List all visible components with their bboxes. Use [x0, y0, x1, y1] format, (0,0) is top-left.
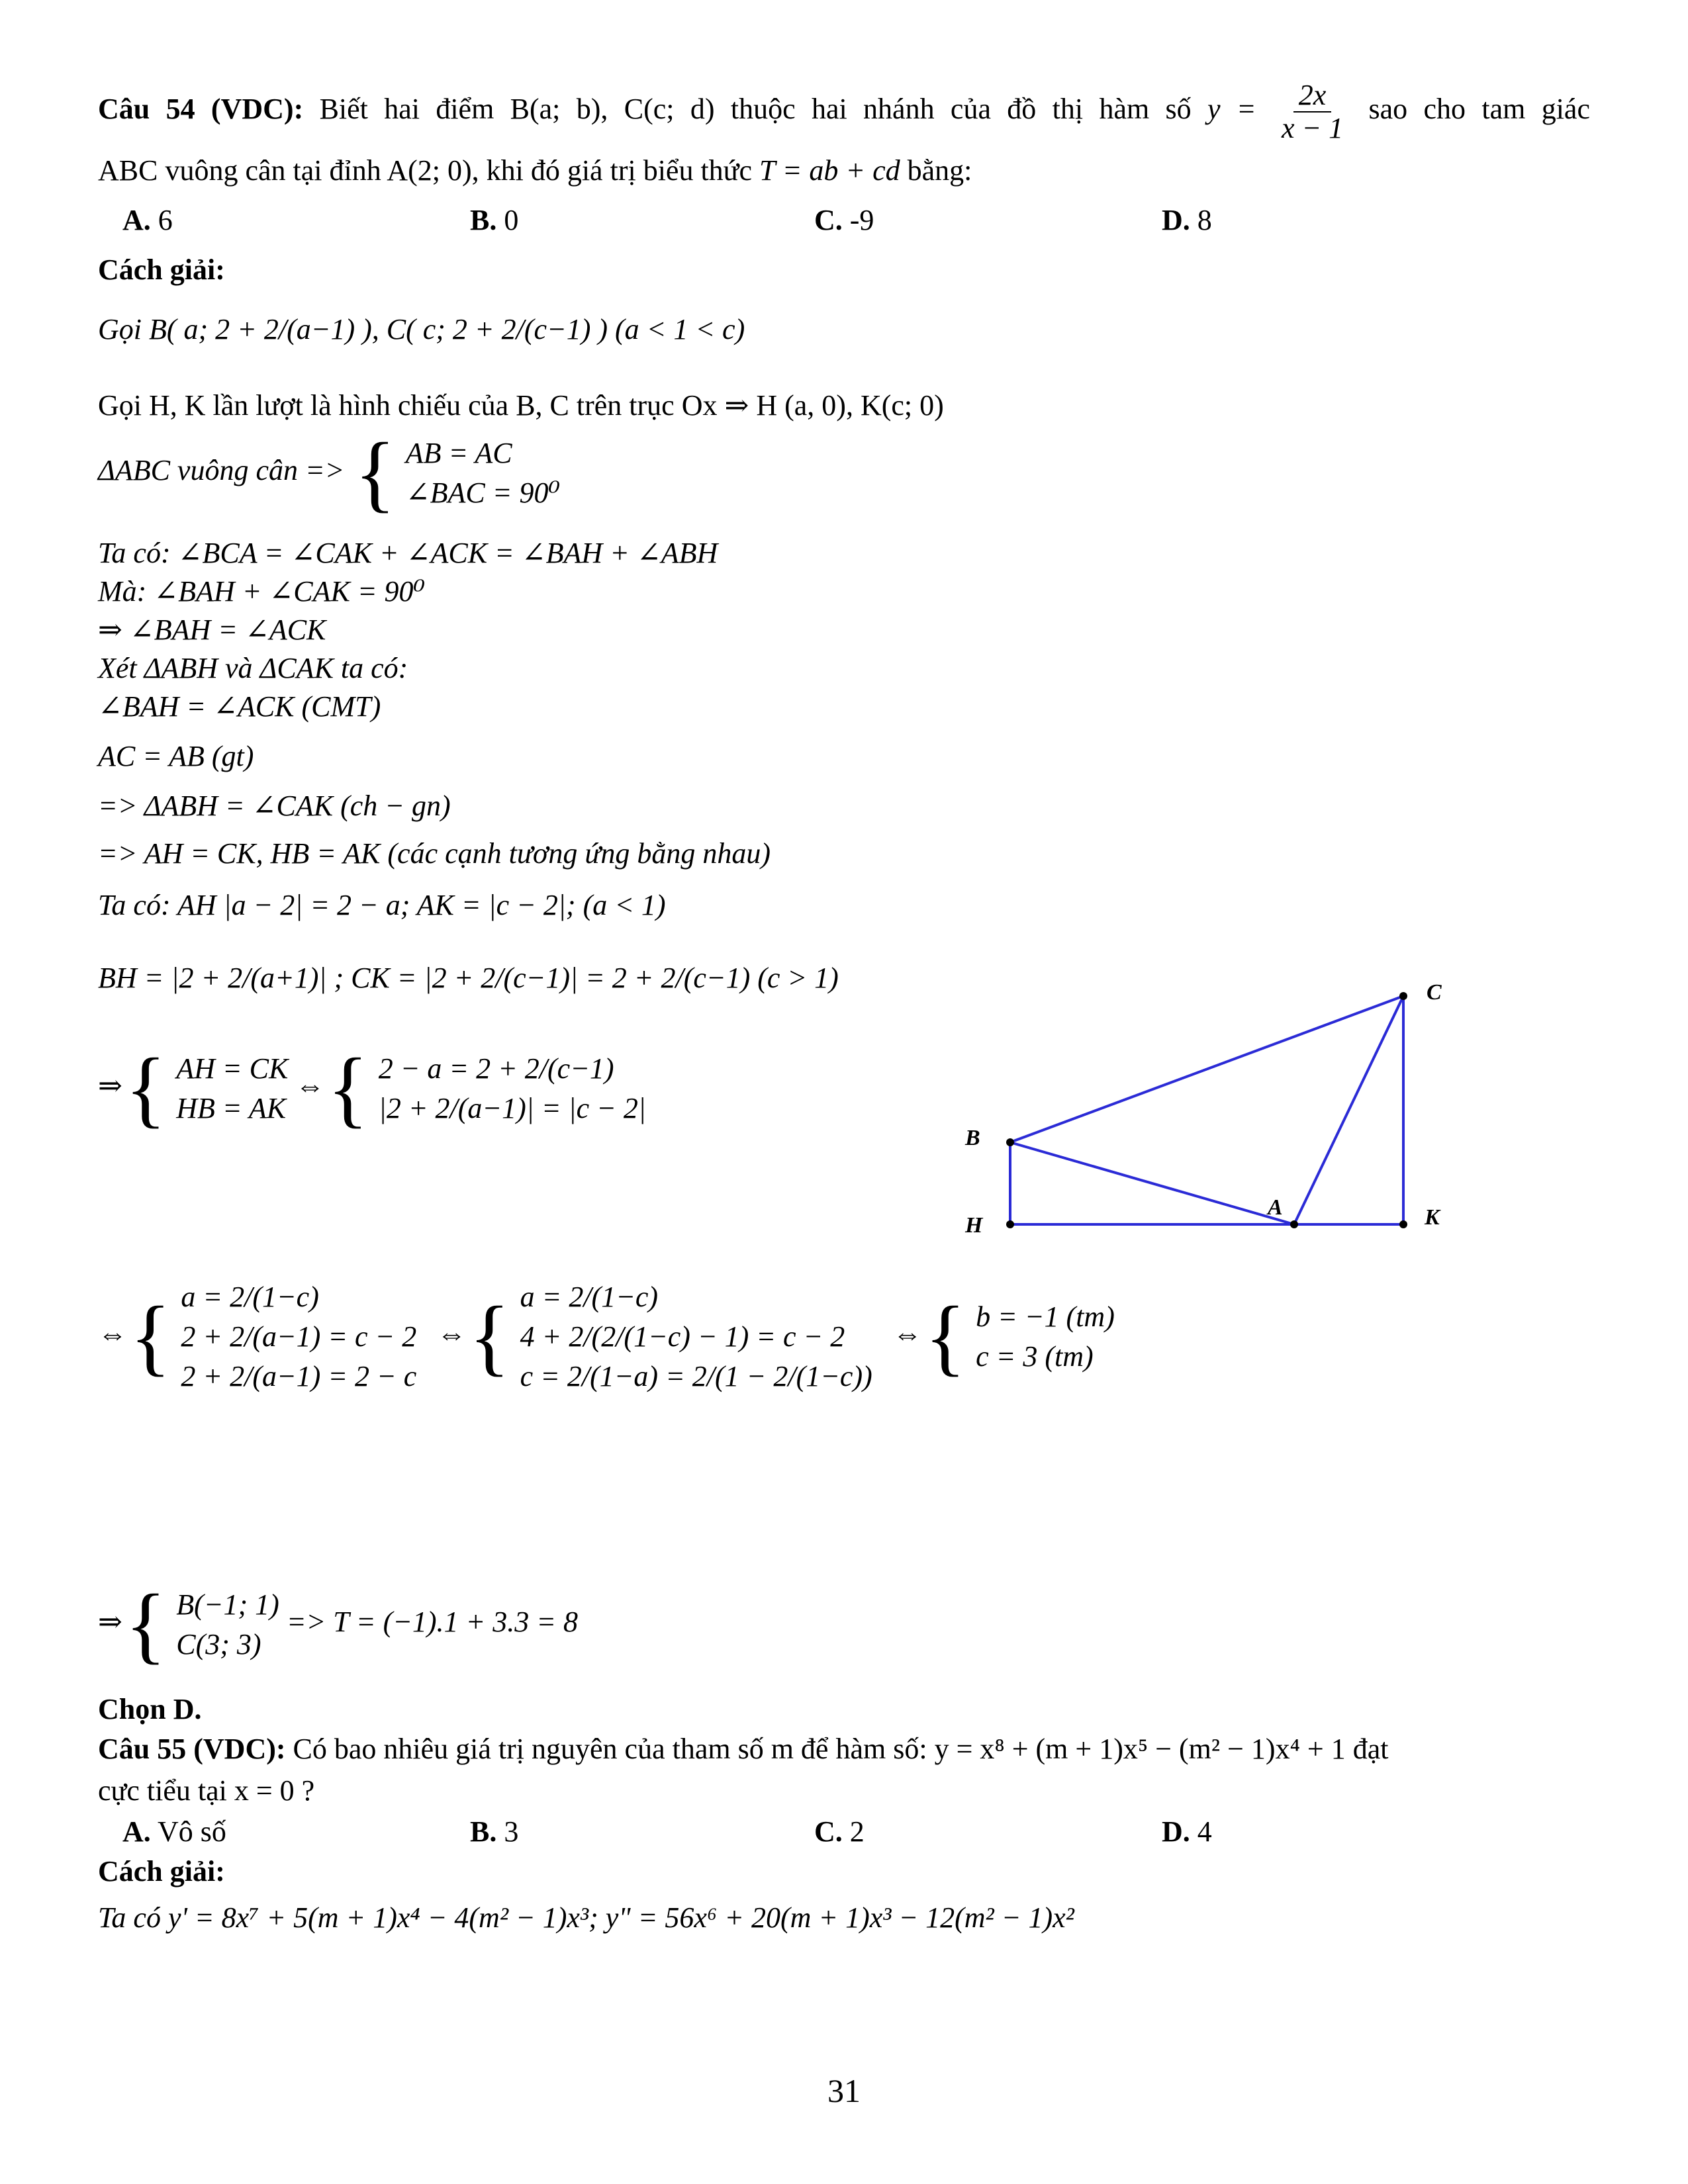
sol54-line4: Ta có: ∠BCA = ∠CAK + ∠ACK = ∠BAH + ∠ABH	[98, 537, 718, 569]
sol54-heading: Cách giải:	[98, 253, 225, 286]
q54-line1	[98, 79, 1590, 144]
q54-expr: T = ab + cd	[759, 154, 900, 187]
sol54-line10: => ΔABH = ∠CAK (ch − gn)	[98, 790, 451, 822]
q54-option-a: A. 6	[122, 204, 173, 236]
label-k: K	[1425, 1205, 1440, 1230]
sol54-line3: ΔABC vuông cân => { AB = AC ∠BAC = 90⁰	[98, 426, 561, 521]
sol54-line5: Mà: ∠BAH + ∠CAK = 90⁰	[98, 575, 426, 608]
point-c	[1399, 992, 1407, 1000]
sol54-line8: ∠BAH = ∠ACK (CMT)	[98, 690, 381, 723]
sol54-line12: Ta có: AH |a − 2| = 2 − a; AK = |c − 2|; (a < 1)	[98, 889, 666, 921]
page-number: 31	[827, 2072, 861, 2109]
q55-option-d: D. 4	[1162, 1815, 1212, 1848]
sol54-line7: Xét ΔABH và ΔCAK ta có:	[98, 652, 408, 684]
q54-line2	[98, 152, 972, 189]
q54-text4: bằng:	[907, 154, 972, 187]
q54-text3: ABC vuông cân tại đỉnh A(2; 0), khi đó giá trị biểu thức	[98, 154, 753, 187]
q54-text2: sao cho tam giác	[1368, 93, 1590, 126]
q54-title: Câu 54 (VDC):	[98, 93, 304, 126]
point-b	[1006, 1138, 1014, 1146]
sol54-line1: Gọi B( a; 2 + 2/(a−1) ), C( c; 2 + 2/(c−1) ) (a < 1 < c)	[98, 313, 745, 345]
q55-option-a: A. Vô số	[122, 1815, 226, 1848]
q55-heading: Cách giải:	[98, 1855, 225, 1888]
sol54-line14: ⇒{ AH = CK HB = AK ⇔{ 2 − a = 2 + 2/(c−1) |2 + 2/(a−1)| = |c − 2|	[98, 1041, 646, 1136]
q54-option-c: C. -9	[814, 204, 874, 236]
q55-line2: cực tiểu tại x = 0 ?	[98, 1774, 315, 1807]
sol54-line11: => AH = CK, HB = AK (các cạnh tương ứng bằng nhau)	[98, 837, 771, 870]
label-b: B	[965, 1126, 980, 1150]
q55-option-b: B. 3	[470, 1815, 519, 1848]
segment-ba	[1010, 1142, 1294, 1224]
sol54-line16: ⇒{ B(−1; 1) C(3; 3) => T = (−1).1 + 3.3 = 8	[98, 1577, 578, 1672]
label-c: C	[1427, 980, 1442, 1005]
q54-option-d: D. 8	[1162, 204, 1212, 236]
sol54-line13: BH = |2 + 2/(a+1)| ; CK = |2 + 2/(c−1)| = 2 + 2/(c−1) (c > 1)	[98, 962, 839, 994]
point-a	[1290, 1220, 1298, 1228]
sol54-choose: Chọn D.	[98, 1693, 202, 1725]
q54-func-fraction: $\frac{2x}{x - 1}$	[1281, 79, 1344, 144]
sol54-line15: ⇔{ a = 2/(1−c) 2 + 2/(a−1) = c − 2 2 + 2/(a−1) = 2 − c ⇔{ a = 2/(1−c) 4 + 2/(2/(1−c) − 1) = c − 2 c = 2/(1−a) = 2/(1 − 2/(1−c)) ⇔{ b = −1 (tm) c = 3 (tm)	[98, 1281, 1115, 1392]
triangle-figure	[953, 960, 1476, 1251]
label-a: A	[1268, 1195, 1283, 1220]
q55-line1: Câu 55 (VDC): Có bao nhiêu giá trị nguyên của tham số m để hàm số: y = x⁸ + (m + 1)x⁵ − (m² − 1)x⁴ + 1 đạt	[98, 1733, 1389, 1765]
q54-func-lhs: y =	[1207, 93, 1256, 126]
q54-text1: Biết hai điểm B(a; b), C(c; d) thuộc hai nhánh của đồ thị hàm số	[319, 93, 1192, 126]
q54-option-b: B. 0	[470, 204, 519, 236]
sol54-line9: AC = AB (gt)	[98, 740, 254, 772]
sol54-line6: ⇒ ∠BAH = ∠ACK	[98, 614, 326, 646]
point-k	[1399, 1220, 1407, 1228]
q55-option-c: C. 2	[814, 1815, 865, 1848]
q55-line3: Ta có y' = 8x⁷ + 5(m + 1)x⁴ − 4(m² − 1)x³; y" = 56x⁶ + 20(m + 1)x³ − 12(m² − 1)x²	[98, 1901, 1074, 1934]
point-h	[1006, 1220, 1014, 1228]
sol54-line2: Gọi H, K lần lượt là hình chiếu của B, C trên trục Ox ⇒ H (a, 0), K(c; 0)	[98, 389, 944, 422]
label-h: H	[965, 1213, 983, 1238]
